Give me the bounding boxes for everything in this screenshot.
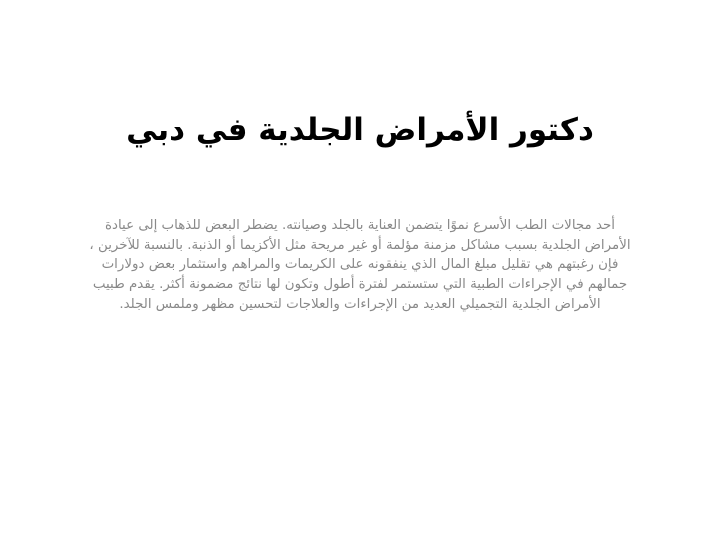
slide-title: دكتور الأمراض الجلدية في دبي — [126, 112, 594, 148]
slide-body-text: أحد مجالات الطب الأسرع نموًا يتضمن العناية بالجلد وصيانته. يضطر البعض للذهاب إلى عيادة الأمراض الجلدية بسبب مشاكل مزمنة مؤلمة أو غير مريحة مثل الأكزيما أو الذنبة. بالنسبة للآخرين ، فإن رغبتهم هي تقليل مبلغ المال الذي ينفقونه على الكريمات والمراهم واستثمار بعض دولارات جمالهم في الإجراءات الطبية التي ستستمر لفترة أطول وتكون لها نتائج مضمونة أكثر. يقدم طبيب الأمراض الجلدية التجميلي العديد من الإجراءات والعلاجات لتحسين مظهر وملمس الجلد. — [89, 218, 631, 312]
